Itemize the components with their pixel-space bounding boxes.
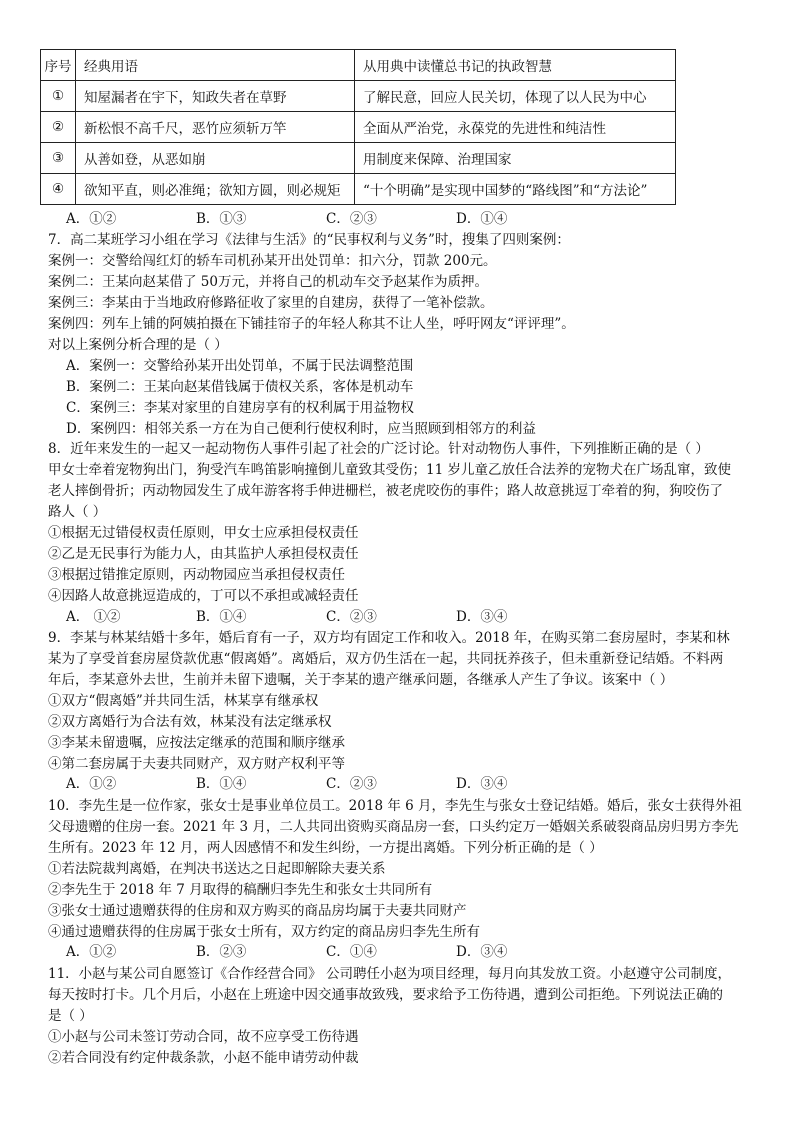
q9-stem-line: 9．李某与林某结婚十多年，婚后育有一子，双方均有固定工作和收入。2018 年，在购买第二套房屋时，李某和林 — [48, 630, 730, 646]
table-header-cell: 序号 — [41, 50, 76, 81]
q7-stem: 7．高二某班学习小组在学习《法律与生活》的“民事权利与义务”时，搜集了四则案例： — [48, 232, 570, 248]
table-row — [41, 143, 676, 174]
q7-option-b: B．案例二：王某向赵某借钱属于债权关系，客体是机动车 — [66, 379, 414, 395]
q10-stem-line: 父母遗赠的住房一套。2021 年 3 月，二人共同出资购买商品房一套，口头约定万一婚姻关系破裂商品房归男方李先 — [48, 819, 739, 835]
q11-statement-2: ②若合同没有约定仲裁条款，小赵不能申请劳动仲裁 — [48, 1050, 359, 1066]
option-b: B．①④ — [196, 609, 247, 625]
table-cell: “十个明确”是实现中国梦的“路线图”和“方法论” — [355, 174, 676, 205]
q11-stem-line: 是（ ） — [48, 1008, 93, 1024]
table-row — [41, 81, 676, 112]
q10-statement-2: ②李先生于 2018 年 7 月取得的稿酬归李先生和张女士共同所有 — [48, 882, 433, 898]
q10-statement-4: ④通过遗赠获得的住房属于张女士所有，双方约定的商品房归李先生所有 — [48, 924, 480, 940]
q7-option-d: D．案例四：相邻关系一方在为自己便利行使权利时，应当照顾到相邻方的利益 — [66, 421, 536, 437]
option-a: A．①② — [66, 944, 117, 960]
option-c: C．①④ — [326, 944, 377, 960]
table-cell: 知屋漏者在宇下，知政失者在草野 — [76, 81, 355, 112]
q8-statement-2: ②乙是无民事行为能力人，由其监护人承担侵权责任 — [48, 546, 359, 562]
q7-prompt: 对以上案例分析合理的是（ ） — [48, 337, 228, 353]
q9-statement-3: ③李某未留遗嘱，应按法定继承的范围和顺序继承 — [48, 735, 345, 751]
table-row — [41, 174, 676, 205]
table-cell: 欲知平直，则必准绳；欲知方圆，则必规矩 — [76, 174, 355, 205]
q10-stem-line: 生所有。2023 年 12 月，两人因感情不和发生纠纷，一方提出离婚。下列分析正确的是（ ） — [48, 840, 603, 856]
table-cell: ① — [41, 81, 76, 112]
q11-stem-line: 每天按时打卡。几个月后，小赵在上班途中因交通事故致残，要求给予工伤待遇，遭到公司拒绝。下列说法正确的 — [48, 987, 723, 1003]
q9-stem-line: 某为了享受首套房屋贷款优惠“假离婚”。离婚后，双方仍生活在一起，共同抚养孩子，但未重新登记结婚。不料两 — [48, 651, 724, 667]
table-header-cell: 经典用语 — [76, 50, 355, 81]
q9-options — [66, 774, 586, 794]
option-c: C．②③ — [326, 609, 377, 625]
q7-option-a: A．案例一：交警给孙某开出处罚单，不属于民法调整范围 — [66, 358, 414, 374]
q7-case-4: 案例四：列车上铺的阿姨拍摄在下铺挂帘子的年轻人称其不让人坐，呼吁网友“评评理”。 — [48, 316, 575, 332]
q11-statement-1: ①小赵与公司未签订劳动合同，故不应享受工伤待遇 — [48, 1029, 359, 1045]
q10-stem-line: 10．李先生是一位作家，张女士是事业单位员工。2018 年 6 月，李先生与张女士登记结婚。婚后，张女士获得外祖 — [48, 798, 742, 814]
option-a: A．①② — [66, 211, 117, 227]
option-a: A．①② — [66, 776, 117, 792]
q7-case-3: 案例三：李某由于当地政府修路征收了家里的自建房，获得了一笔补偿款。 — [48, 295, 494, 311]
q10-statement-1: ①若法院裁判离婚，在判决书送达之日起即解除夫妻关系 — [48, 861, 386, 877]
table-cell: 全面从严治党，永葆党的先进性和纯洁性 — [355, 112, 676, 143]
q9-statement-1: ①双方“假离婚”并共同生活，林某享有继承权 — [48, 693, 319, 709]
q8-statement-1: ①根据无过错侵权责任原则，甲女士应承担侵权责任 — [48, 525, 359, 541]
table-row — [41, 112, 676, 143]
table-cell: 用制度来保障、治理国家 — [355, 143, 676, 174]
option-a: A． ①② — [66, 609, 121, 625]
table-cell: ② — [41, 112, 76, 143]
table-header-cell: 从用典中读懂总书记的执政智慧 — [355, 50, 676, 81]
q8-stem-line: 老人摔倒骨折；丙动物园发生了成年游客将手伸进栅栏，被老虎咬伤的事件；路人故意挑逗丁牵着的狗，狗咬伤了 — [48, 483, 723, 499]
q10-statement-3: ③张女士通过遗赠获得的住房和双方购买的商品房均属于夫妻共同财产 — [48, 903, 467, 919]
option-b: B．①④ — [196, 776, 247, 792]
q9-stem-line: 年后，李某意外去世，生前并未留下遗嘱，关于李某的遗产继承问题，各继承人产生了争议。该案中（ ） — [48, 672, 674, 688]
q6-options — [66, 209, 586, 229]
q8-stem-line: 甲女士牵着宠物狗出门，狗受汽车鸣笛影响撞倒儿童致其受伤；11 岁儿童乙放任合法养的宠物犬在广场乱窜，致使 — [48, 462, 731, 478]
quote-table — [40, 49, 676, 205]
table-cell: 新松恨不高千尺，恶竹应须斩万竿 — [76, 112, 355, 143]
q7-option-c: C．案例三：李某对家里的自建房享有的权利属于用益物权 — [66, 400, 414, 416]
option-c: C．②③ — [326, 776, 377, 792]
option-d: D．③④ — [456, 609, 508, 625]
q10-options — [66, 942, 586, 962]
table-cell: 了解民意，回应人民关切，体现了以人民为中心 — [355, 81, 676, 112]
option-d: D．③④ — [456, 944, 508, 960]
table-cell: ③ — [41, 143, 76, 174]
option-d: D．①④ — [456, 211, 508, 227]
option-c: C．②③ — [326, 211, 377, 227]
table-header-row — [41, 50, 676, 81]
q8-options — [66, 607, 586, 627]
option-b: B．①③ — [196, 211, 247, 227]
q8-stem-line: 路人（ ） — [48, 504, 107, 520]
q9-statement-4: ④第二套房属于夫妻共同财产，双方财产权利平等 — [48, 756, 345, 772]
option-d: D．③④ — [456, 776, 508, 792]
table-cell: 从善如登，从恶如崩 — [76, 143, 355, 174]
q7-case-1: 案例一：交警给闯红灯的轿车司机孙某开出处罚单：扣六分，罚款 200元。 — [48, 253, 497, 269]
q11-stem-line: 11．小赵与某公司自愿签订《合作经营合同》 公司聘任小赵为项目经理，每月向其发放工资。小赵遵守公司制度， — [48, 966, 731, 982]
q8-stem-line: 8．近年来发生的一起又一起动物伤人事件引起了社会的广泛讨论。针对动物伤人事件，下列推断正确的是（ ） — [48, 441, 709, 457]
table-cell: ④ — [41, 174, 76, 205]
q7-case-2: 案例二：王某向赵某借了 50万元，并将自己的机动车交予赵某作为质押。 — [48, 274, 488, 290]
q8-statement-3: ③根据过错推定原则，丙动物园应当承担侵权责任 — [48, 567, 345, 583]
q8-statement-4: ④因路人故意挑逗造成的，丁可以不承担或减轻责任 — [48, 588, 359, 604]
option-b: B．②③ — [196, 944, 247, 960]
q9-statement-2: ②双方离婚行为合法有效，林某没有法定继承权 — [48, 714, 332, 730]
